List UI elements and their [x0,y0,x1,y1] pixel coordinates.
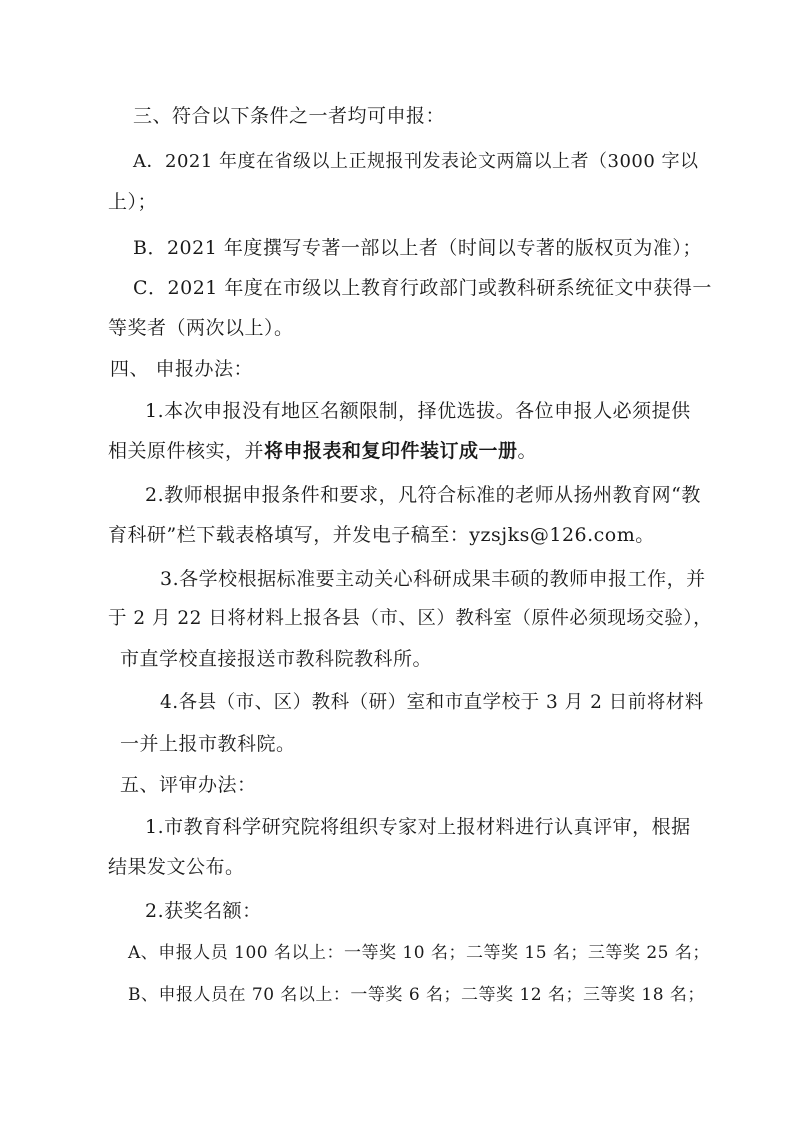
section3-item-a-line1: A．2021 年度在省级以上正规报刊发表论文两篇以上者（3000 字以 [133,151,699,172]
quota-b: B、申报人员在 70 名以上：一等奖 6 名；二等奖 12 名；三等奖 18 名； [128,985,705,1005]
section5-p1-line2: 结果发文公布。 [108,856,245,878]
section4-p3-line2: 于 2 月 22 日将材料上报各县（市、区）教科室（原件必须现场交验）， [108,608,713,629]
section4-p3-line3: 市直学校直接报送市教科院教科所。 [120,648,433,670]
section4-p3-line1: 3.各学校根据标准要主动关心科研成果丰硕的教师申报工作，并 [160,568,706,590]
section4-p2-line1: 2.教师根据申报条件和要求，凡符合标准的老师从扬州教育网“教 [145,484,701,506]
section3-item-b: B．2021 年度撰写专著一部以上者（时间以专著的版权页为准）； [133,237,702,259]
section5-p1-line1: 1.市教育科学研究院将组织专家对上报材料进行认真评审，根据 [145,816,691,838]
section4-p1-line2 [108,438,537,464]
section4-p4-line2: 一并上报市教科院。 [120,733,296,755]
section4-heading: 四、 申报办法： [110,358,254,380]
section5-p2-heading: 2.获奖名额： [145,900,262,922]
section5-heading: 五、评审办法： [120,774,257,796]
section4-p1-line2-end: 。 [517,440,538,462]
section3-item-c-line2: 等奖者（两次以上）。 [108,317,294,339]
section4-p4-line1: 4.各县（市、区）教科（研）室和市直学校于 3 月 2 日前将材料 [160,692,704,713]
section4-p1-line1: 1.本次申报没有地区名额限制，择优选拔。各位申报人必须提供 [145,400,691,422]
section3-item-a-line2: 上）； [108,191,158,213]
section4-p2-line2: 育科研”栏下载表格填写，并发电子稿至：yzsjks@126.com。 [108,524,655,546]
section3-heading: 三、符合以下条件之一者均可申报： [133,105,446,127]
quota-a: A、申报人员 100 名以上：一等奖 10 名；二等奖 15 名；三等奖 25 名； [128,943,710,963]
section4-p1-line2-bold: 将申报表和复印件装订成一册 [264,440,518,462]
section4-p1-line2-plain: 相关原件核实，并 [108,440,265,462]
section3-item-c-line1: C．2021 年度在市级以上教育行政部门或教科研系统征文中获得一 [133,277,712,299]
